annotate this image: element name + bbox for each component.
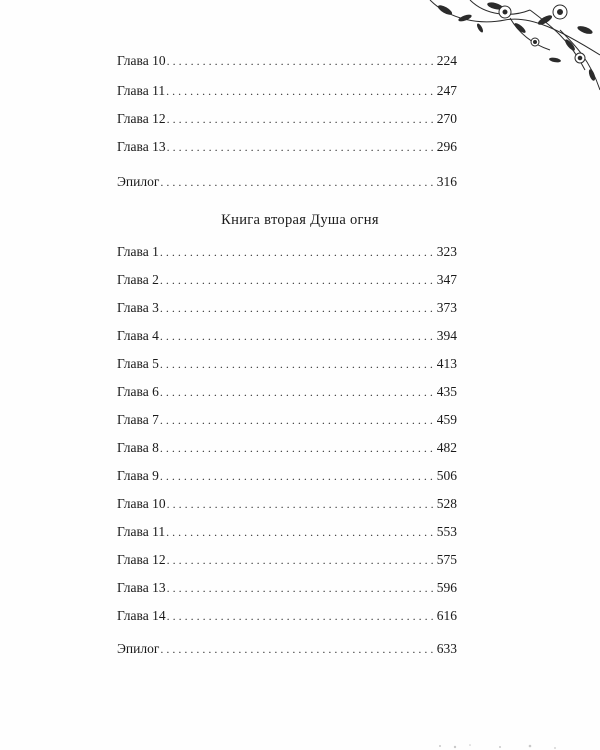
leader-dots (160, 412, 436, 428)
toc-entry[interactable] (117, 328, 457, 344)
toc-entry-label: Глава 6 (117, 384, 159, 399)
leader-dots (166, 524, 436, 540)
toc-entry-label: Глава 7 (117, 412, 159, 427)
toc-entry[interactable] (117, 608, 457, 624)
toc-entry-page: 347 (436, 272, 457, 287)
toc-entry-page: 506 (436, 468, 457, 483)
toc-entry-page: 413 (436, 356, 457, 371)
toc-entry-label: Глава 8 (117, 440, 159, 455)
toc-entry-label: Глава 5 (117, 356, 159, 371)
toc-entry[interactable] (117, 641, 457, 657)
toc-entry-label: Глава 13 (117, 139, 166, 154)
toc-entry[interactable] (117, 384, 457, 400)
toc-entry-page: 394 (436, 328, 457, 343)
leader-dots (167, 53, 436, 69)
leader-dots (160, 468, 436, 484)
toc-entry-page: 247 (436, 83, 457, 98)
toc-entry[interactable] (117, 272, 457, 288)
toc-entry-label: Глава 3 (117, 300, 159, 315)
toc-entry-page: 323 (436, 244, 457, 259)
toc-entry-label: Глава 11 (117, 524, 166, 539)
toc-entry-page: 459 (436, 412, 457, 427)
section-heading: Книга вторая Душа огня (221, 212, 379, 228)
toc-entry-label: Эпилог (117, 174, 160, 189)
leader-dots (160, 244, 436, 260)
toc-entry-label: Глава 12 (117, 552, 166, 567)
toc-entry[interactable] (117, 53, 457, 69)
leader-dots (167, 608, 436, 624)
toc-entry-page: 435 (436, 384, 457, 399)
leader-dots (167, 496, 436, 512)
leader-dots (167, 139, 436, 155)
toc-entry-page: 224 (436, 53, 457, 68)
toc-entry[interactable] (117, 111, 457, 127)
page-edge-smudge (380, 738, 600, 750)
toc-entry-page: 482 (436, 440, 457, 455)
toc-entry-label: Глава 12 (117, 111, 166, 126)
toc-entry-page: 373 (436, 300, 457, 315)
toc-entry-page: 316 (436, 174, 457, 189)
toc-entry-label: Глава 11 (117, 83, 166, 98)
toc-entry-label: Глава 13 (117, 580, 166, 595)
leader-dots (160, 440, 436, 456)
leader-dots (160, 300, 436, 316)
toc-entry[interactable] (117, 440, 457, 456)
toc-entry-label: Глава 4 (117, 328, 159, 343)
toc-entry-label: Глава 1 (117, 244, 159, 259)
toc-entry[interactable] (117, 468, 457, 484)
leader-dots (160, 384, 436, 400)
leader-dots (167, 111, 436, 127)
toc-entry-label: Глава 2 (117, 272, 159, 287)
toc-entry-label: Глава 10 (117, 496, 166, 511)
toc-entry-page: 553 (436, 524, 457, 539)
toc-entry-page: 596 (436, 580, 457, 595)
toc-entry[interactable] (117, 580, 457, 596)
leader-dots (160, 356, 436, 372)
toc-entry-page: 270 (436, 111, 457, 126)
toc-entry-page: 633 (436, 641, 457, 656)
leader-dots (160, 174, 435, 190)
toc-entry[interactable] (117, 244, 457, 260)
toc-entry[interactable] (117, 496, 457, 512)
toc-entry-page: 528 (436, 496, 457, 511)
toc-entry[interactable] (117, 356, 457, 372)
toc-entry-label: Эпилог (117, 641, 160, 656)
leader-dots (160, 272, 436, 288)
leader-dots (167, 552, 436, 568)
toc-entry-label: Глава 10 (117, 53, 166, 68)
leader-dots (160, 328, 436, 344)
leader-dots (166, 83, 436, 99)
leader-dots (167, 580, 436, 596)
toc-entry[interactable] (117, 524, 457, 540)
toc-entry[interactable] (117, 552, 457, 568)
toc-entry-page: 616 (436, 608, 457, 623)
toc-entry[interactable] (117, 139, 457, 155)
toc-entry-label: Глава 14 (117, 608, 166, 623)
toc-entry[interactable] (117, 174, 457, 190)
toc-entry[interactable] (117, 412, 457, 428)
leader-dots (160, 641, 435, 657)
toc-entry[interactable] (117, 83, 457, 99)
toc-entry[interactable] (117, 300, 457, 316)
toc-entry-page: 296 (436, 139, 457, 154)
toc-entry-page: 575 (436, 552, 457, 567)
toc-entry-label: Глава 9 (117, 468, 159, 483)
